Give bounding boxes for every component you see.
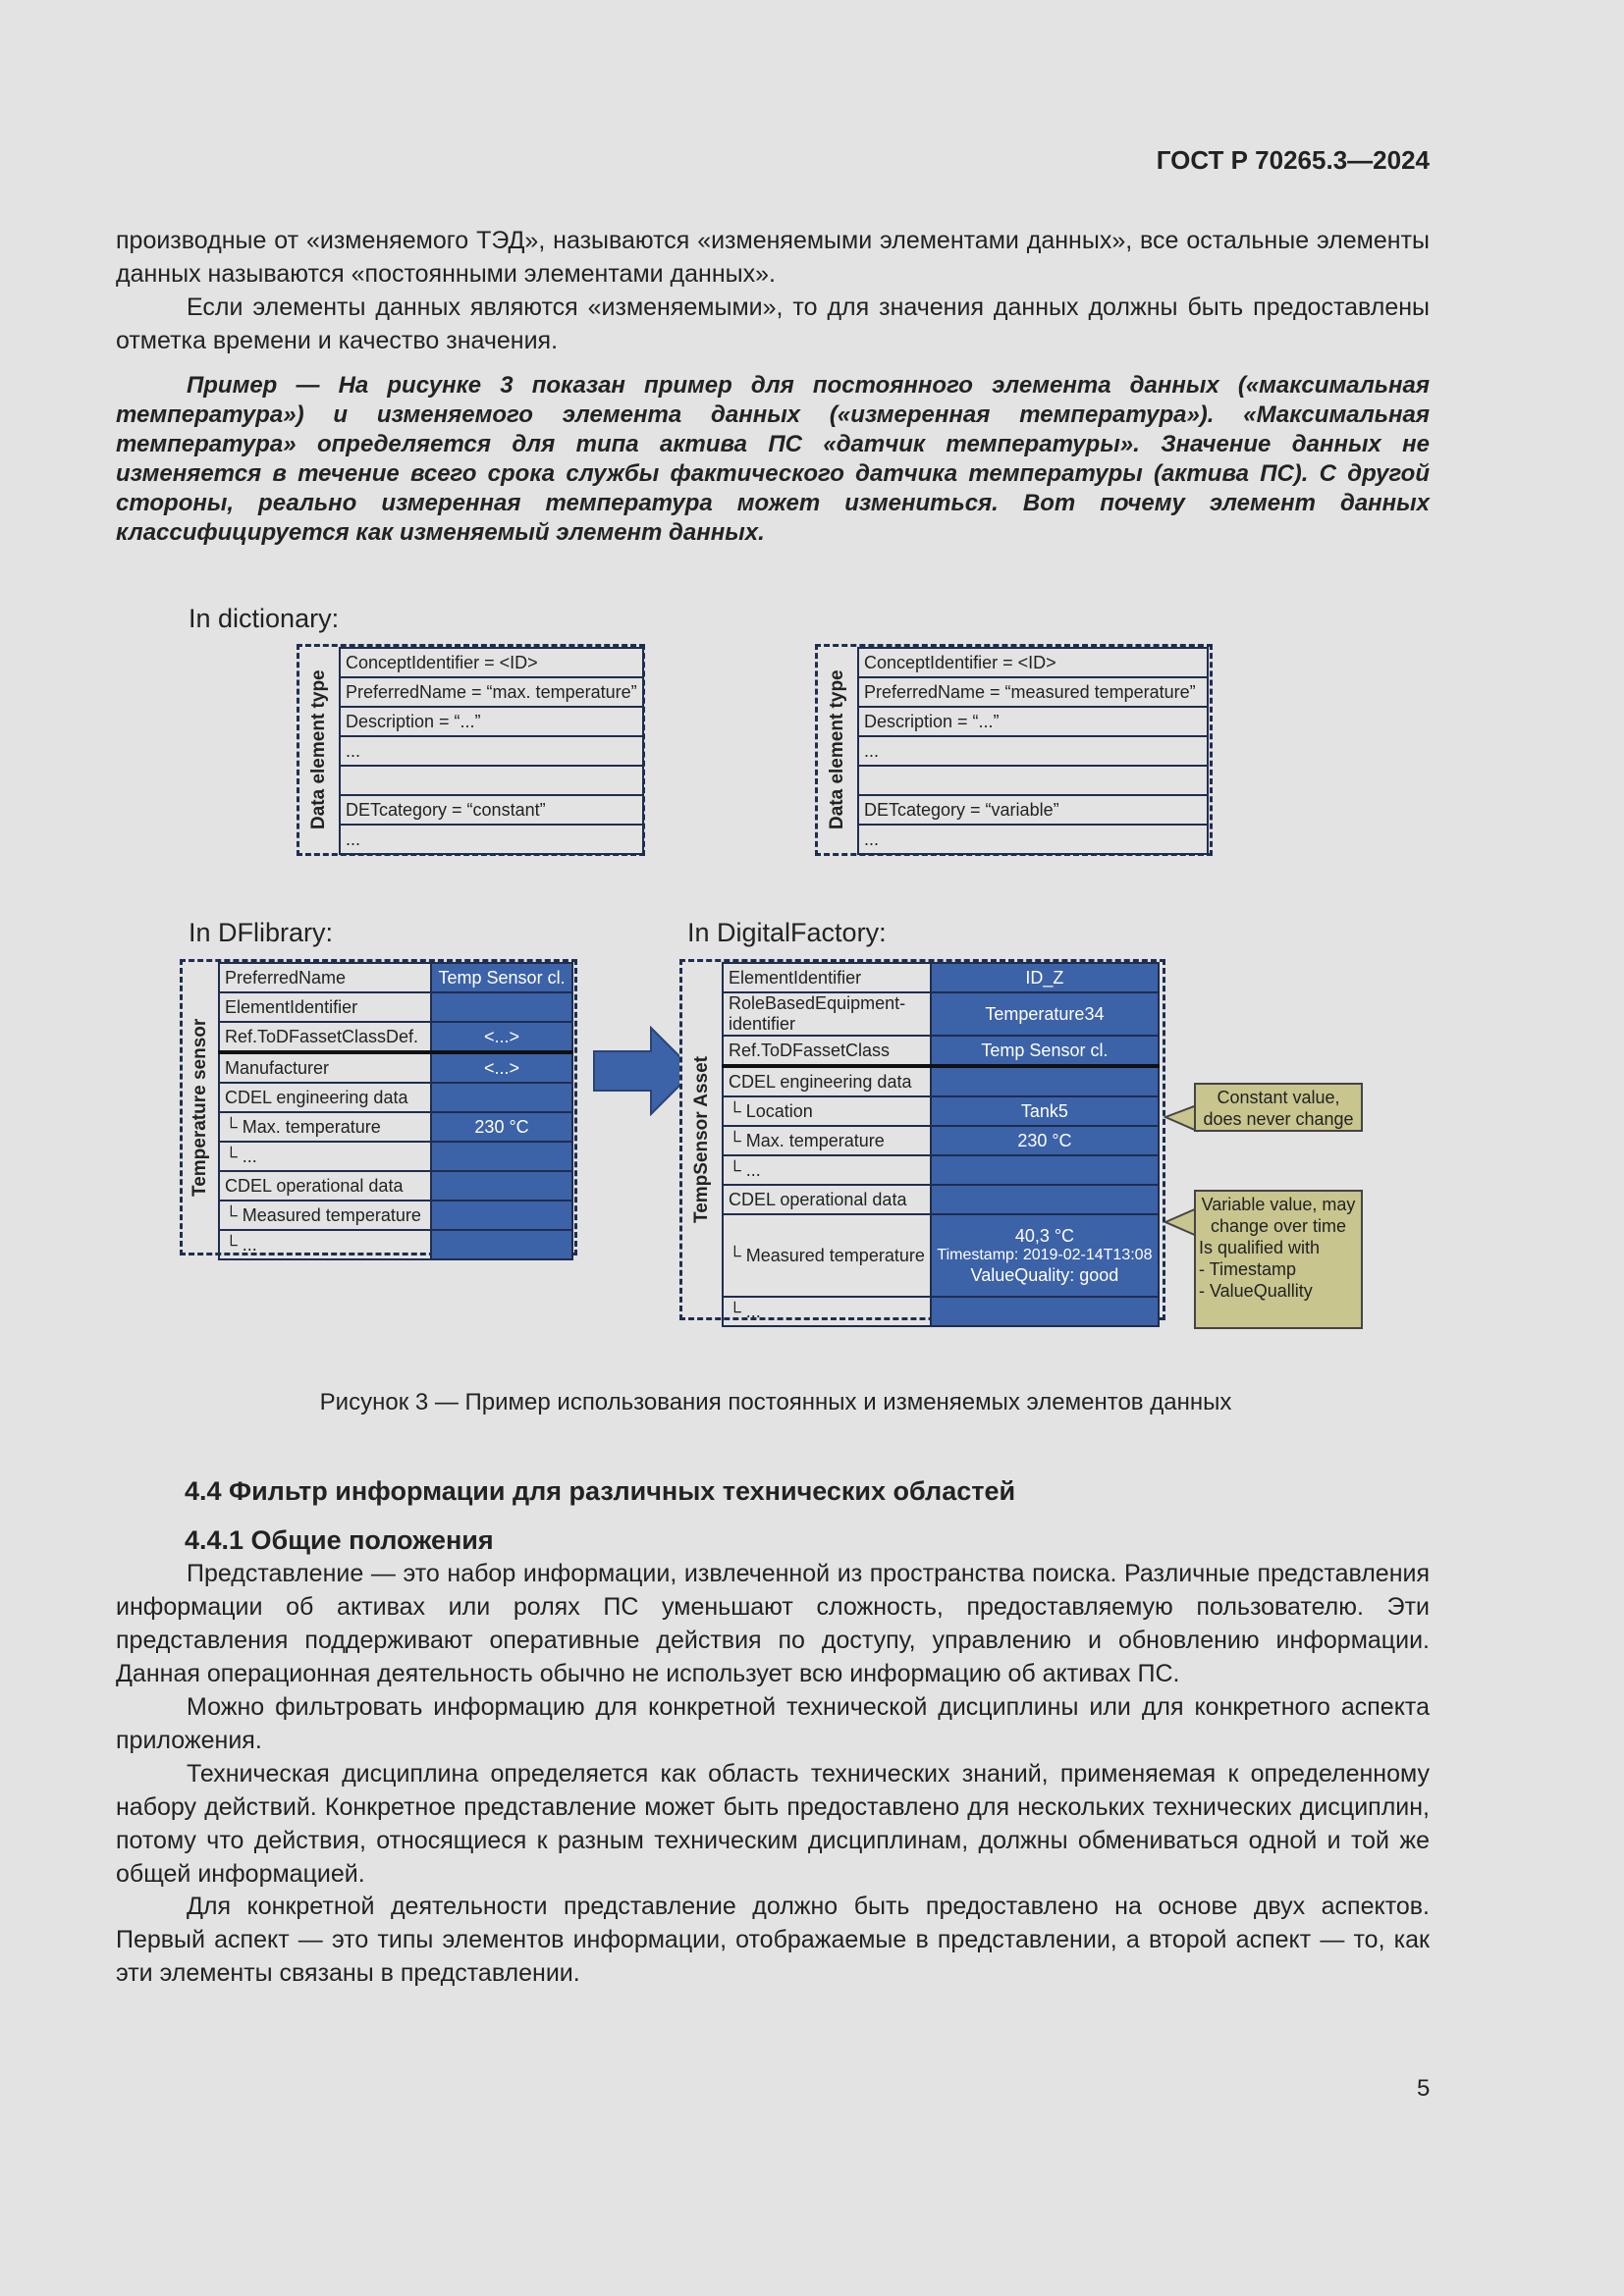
dflibrary-table (218, 962, 573, 1260)
section-heading: 4.4 Фильтр информации для различных технических областей (185, 1476, 1016, 1506)
det-row: PreferredName = “max. temperature” (340, 677, 643, 707)
measured-value-cell (931, 1214, 1159, 1297)
lib-cell: └ ... (219, 1230, 431, 1259)
asset-cell: RoleBasedEquipment-identifier (723, 992, 931, 1036)
asset-cell: CDEL operational data (723, 1185, 931, 1214)
asset-cell: Ref.ToDFassetClass (723, 1036, 931, 1066)
det-row (858, 766, 1208, 795)
note-constant: Constant value, does never change (1194, 1083, 1363, 1132)
det-row: ... (340, 736, 643, 766)
lib-cell: Ref.ToDFassetClassDef. (219, 1022, 431, 1052)
det-row: ConceptIdentifier = <ID> (858, 648, 1208, 677)
lib-cell: CDEL engineering data (219, 1083, 431, 1112)
asset-value: Tank5 (931, 1096, 1159, 1126)
lib-cell: PreferredName (219, 963, 431, 992)
measured-value: 40,3 °C (1014, 1226, 1075, 1246)
det-variable-box (815, 644, 1213, 856)
lib-value (431, 1142, 572, 1171)
det-row: Description = “...” (340, 707, 643, 736)
figure-caption: Рисунок 3 — Пример использования постоянных и изменяемых элементов данных (319, 1389, 1232, 1415)
section-paragraph-3: Техническая дисциплина определяется как область технических знаний, применяемая к определенному набору действий. Конкретное представление может быть предоставлено для нескольких технических дисциплин, потому что действия, относящиеся к разным техническим дисциплинам, должны обмениваться одной и той же общей информацией. (116, 1760, 1430, 1888)
asset-value (931, 1155, 1159, 1185)
det-row: ... (340, 825, 643, 854)
page-number: 5 (1417, 2075, 1431, 2102)
lib-cell: └ Max. temperature (219, 1112, 431, 1142)
det-row: ... (858, 736, 1208, 766)
lib-value: Temp Sensor cl. (431, 963, 572, 992)
lib-cell: ElementIdentifier (219, 992, 431, 1022)
asset-cell: └ Measured temperature (723, 1214, 931, 1297)
asset-value: ID_Z (931, 963, 1159, 992)
det-variable-table (857, 647, 1209, 855)
example-paragraph: Пример — На рисунке 3 показан пример для постоянного элемента данных («максимальная температура») и изменяемого элемента данных («измеренная температура»). «Максимальная температура» определяется для типа актива ПС «датчик температуры». Значение данных не изменяется в течение всего срока службы фактического датчика температуры (актива ПС). С другой стороны, реально измеренная температура может измениться. Вот почему элемент данных классифицируется как изменяемый элемент данных. (116, 372, 1430, 546)
section-paragraph-2: Можно фильтровать информацию для конкретной технической дисциплины или для конкретного аспекта приложения. (116, 1693, 1430, 1754)
det-row: PreferredName = “measured temperature” (858, 677, 1208, 707)
note-variable-qualified: Is qualified with (1199, 1238, 1321, 1257)
lib-cell: └ Measured temperature (219, 1201, 431, 1230)
lib-value (431, 1083, 572, 1112)
det-row: ... (858, 825, 1208, 854)
lib-cell: Manufacturer (219, 1052, 431, 1083)
det-row: ConceptIdentifier = <ID> (340, 648, 643, 677)
asset-value (931, 1297, 1159, 1326)
asset-cell: └ ... (723, 1297, 931, 1326)
lib-value (431, 1201, 572, 1230)
lib-cell: CDEL operational data (219, 1171, 431, 1201)
det-row: DETcategory = “constant” (340, 795, 643, 825)
asset-value: 230 °C (931, 1126, 1159, 1155)
lib-cell: └ ... (219, 1142, 431, 1171)
dflibrary-box (180, 959, 577, 1255)
asset-value: Temperature34 (931, 992, 1159, 1036)
asset-table (722, 962, 1160, 1327)
measured-quality: ValueQuality: good (970, 1265, 1119, 1285)
asset-vertical-label: TempSensor Asset (691, 1056, 712, 1223)
lib-value: 230 °C (431, 1112, 572, 1142)
lib-value: <...> (431, 1022, 572, 1052)
asset-value (931, 1066, 1159, 1096)
asset-cell: ElementIdentifier (723, 963, 931, 992)
asset-cell: └ Location (723, 1096, 931, 1126)
note-variable-title: Variable value, may change over time (1201, 1195, 1356, 1236)
lib-value (431, 1230, 572, 1259)
det-vertical-label: Data element type (827, 669, 847, 830)
asset-value (931, 1185, 1159, 1214)
lib-value: <...> (431, 1052, 572, 1083)
det-vertical-label: Data element type (308, 669, 329, 830)
lib-value (431, 992, 572, 1022)
paragraph-1: производные от «изменяемого ТЭД», называются «изменяемыми элементами данных», все остальные элементы данных называются «постоянными элементами данных». (116, 227, 1430, 288)
note-variable-item: - Timestamp (1199, 1259, 1297, 1279)
asset-cell: └ ... (723, 1155, 931, 1185)
paragraph-2: Если элементы данных являются «изменяемыми», то для значения данных должны быть предоставлены отметка времени и качество значения. (116, 294, 1430, 354)
asset-cell: └ Max. temperature (723, 1126, 931, 1155)
lib-value (431, 1171, 572, 1201)
note-variable (1194, 1190, 1363, 1329)
measured-timestamp: Timestamp: 2019-02-14T13:08 (937, 1247, 1153, 1263)
digitalfactory-label: In DigitalFactory: (687, 918, 887, 947)
asset-box (679, 959, 1165, 1320)
det-constant-table (339, 647, 644, 855)
section-paragraph-4: Для конкретной деятельности представление должно быть предоставлено на основе двух аспектов. Первый аспект — это типы элементов информации, отображаемые в представлении, а второй аспект — то, как эти элементы связаны в представлении. (116, 1893, 1430, 1987)
note-variable-item: - ValueQuallity (1199, 1281, 1313, 1301)
dflibrary-label: In DFlibrary: (189, 918, 334, 947)
dictionary-label: In dictionary: (189, 604, 340, 633)
det-row: DETcategory = “variable” (858, 795, 1208, 825)
subsection-heading: 4.4.1 Общие положения (185, 1525, 494, 1555)
det-row (340, 766, 643, 795)
det-row: Description = “...” (858, 707, 1208, 736)
document-code: ГОСТ Р 70265.3—2024 (1156, 145, 1430, 175)
lib-vertical-label: Temperature sensor (189, 1018, 210, 1197)
asset-value: Temp Sensor cl. (931, 1036, 1159, 1066)
det-constant-box (297, 644, 645, 856)
section-paragraph-1: Представление — это набор информации, извлеченной из пространства поиска. Различные представления информации об активах или ролях ПС уменьшают сложность, предоставляемую пользователю. Эти представления поддерживают оперативные действия по доступу, управлению и обновлению информации. Данная операционная деятельность обычно не использует всю информацию об активах ПС. (116, 1560, 1430, 1687)
asset-cell: CDEL engineering data (723, 1066, 931, 1096)
